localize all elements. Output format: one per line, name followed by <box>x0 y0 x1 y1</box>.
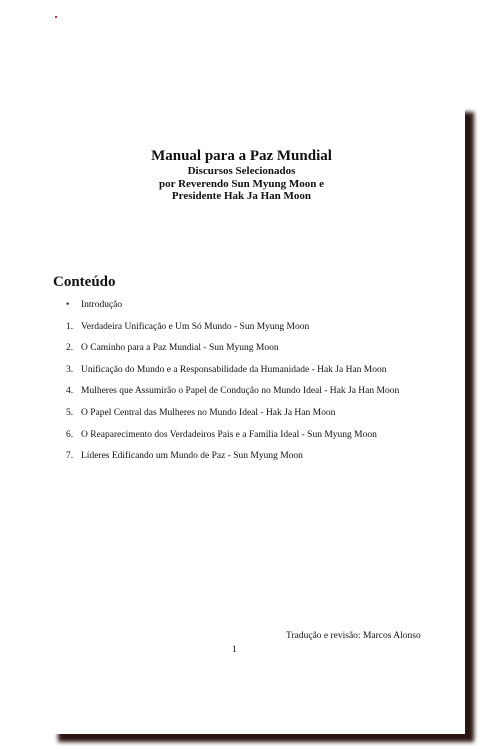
subtitle-line: por Reverendo Sun Myung Moon e <box>159 177 324 190</box>
toc-item-1 <box>66 319 466 341</box>
toc-item-label: Verdadeira Unificação e Um Só Mundo - Sun Myung Moon <box>81 321 310 332</box>
number-marker: 2. <box>66 343 74 354</box>
toc-item-5 <box>66 405 466 427</box>
toc-item-2 <box>66 340 466 362</box>
number-marker: 7. <box>66 451 74 462</box>
contents-heading: Conteúdo <box>53 274 116 290</box>
toc-item-label: O Papel Central das Mulheres no Mundo Ideal - Hak Ja Han Moon <box>81 407 336 418</box>
toc-item-label: O Reaparecimento dos Verdadeiros Pais e a Família Ideal - Sun Myung Moon <box>81 429 377 440</box>
title-block <box>0 148 483 203</box>
toc-item-label: O Caminho para a Paz Mundial - Sun Myung Moon <box>81 343 279 354</box>
subtitle-line: Discursos Selecionados <box>187 165 296 177</box>
page-number: 1 <box>232 645 237 655</box>
subtitle-line: Presidente Hak Ja Han Moon <box>171 190 312 202</box>
number-marker: 6. <box>66 429 74 440</box>
toc-item-label: Unificação do Mundo e a Responsabilidade da Humanidade - Hak Ja Han Moon <box>81 364 387 375</box>
toc-item-4 <box>66 383 466 405</box>
translation-credit: Tradução e revisão: Marcos Alonso <box>286 631 421 641</box>
red-mark <box>55 16 57 18</box>
toc-item-label: Mulheres que Assumirão o Papel de Condução no Mundo Ideal - Hak Ja Han Moon <box>81 386 400 397</box>
toc-item-3 <box>66 362 466 384</box>
toc-item-6 <box>66 427 466 449</box>
table-of-contents <box>66 297 466 470</box>
toc-item-7 <box>66 448 466 470</box>
number-marker: 4. <box>66 386 74 397</box>
number-marker: 1. <box>66 321 74 332</box>
number-marker: 5. <box>66 407 74 418</box>
number-marker: 3. <box>66 364 74 375</box>
toc-item-introduction <box>66 297 466 319</box>
bullet-marker: • <box>66 300 70 310</box>
toc-item-label: Introdução <box>81 300 123 310</box>
document-title: Manual para a Paz Mundial <box>151 148 332 164</box>
toc-item-label: Líderes Edificando um Mundo de Paz - Sun Myung Moon <box>81 451 303 462</box>
